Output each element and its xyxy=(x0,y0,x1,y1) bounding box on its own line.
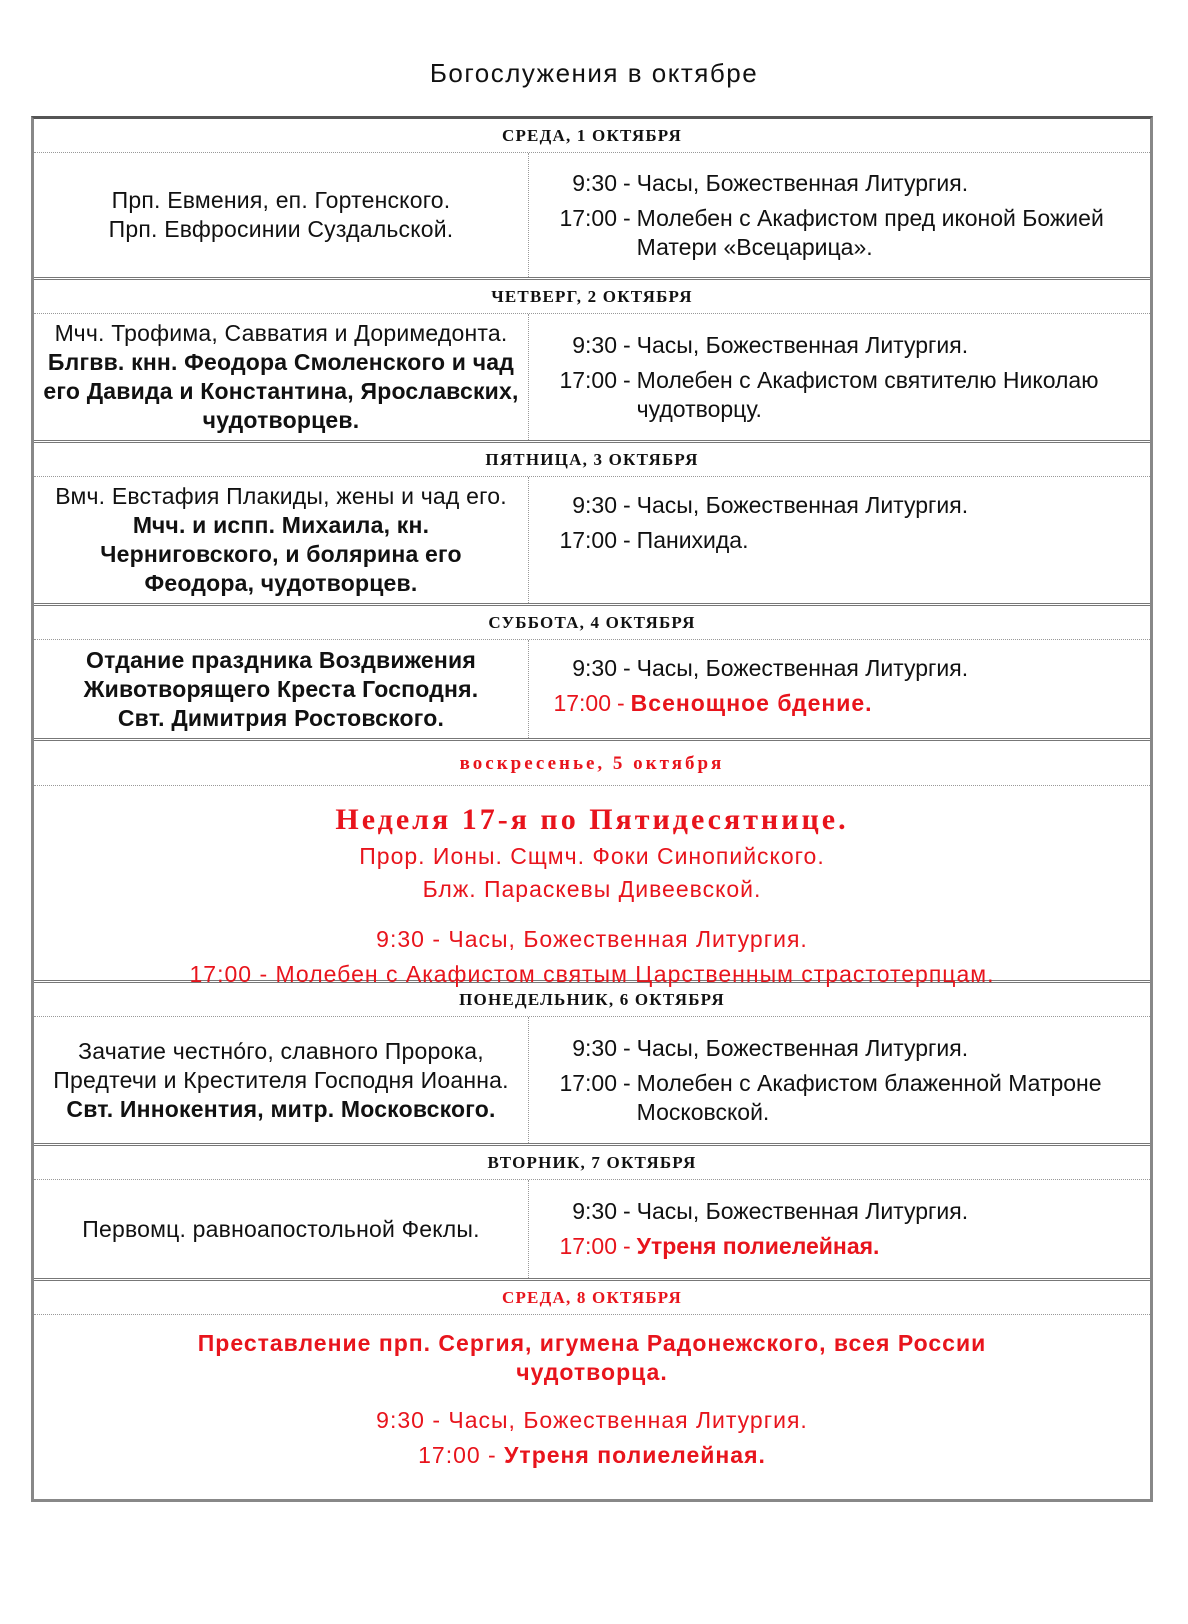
day-block xyxy=(34,280,1150,443)
service-time: 9:30 xyxy=(376,926,425,952)
saint-line: Блж. Параскевы Дивеевской. xyxy=(422,876,762,902)
day-header: СУББОТА, 4 ОКТЯБРЯ xyxy=(34,606,1150,640)
service-time: 9:30 xyxy=(572,492,617,518)
service-item: 17:00 - Молебен с Акафистом святителю Николаю чудотворцу. xyxy=(529,366,1150,424)
service-item: 9:30 - Часы, Божественная Литургия. xyxy=(529,1197,1150,1226)
services-cell xyxy=(529,1017,1150,1143)
feast-title: Неделя 17-я по Пятидесятнице. xyxy=(335,803,849,836)
service-text: Молебен с Акафистом пред иконой Божией Матери «Всецарица». xyxy=(636,204,1104,260)
service-time: 17:00 xyxy=(553,690,611,716)
service-text: Часы, Божественная Литургия. xyxy=(636,1198,969,1224)
service-item: 17:00 - Всенощное бдение. xyxy=(529,689,1150,718)
day-header: ЧЕТВЕРГ, 2 ОКТЯБРЯ xyxy=(34,280,1150,314)
service-time: 17:00 xyxy=(418,1442,481,1468)
service-item: 9:30 - Часы, Божественная Литургия. xyxy=(529,169,1150,198)
service-time: 9:30 xyxy=(572,331,617,358)
service-item: 9:30 - Часы, Божественная Литургия. xyxy=(529,331,1150,360)
service-text: Часы, Божественная Литургия. xyxy=(636,1034,969,1061)
services-cell xyxy=(529,1180,1150,1278)
service-text: Утреня полиелейная. xyxy=(636,1233,880,1259)
day-block-feast xyxy=(34,741,1150,987)
day-block xyxy=(34,983,1150,1146)
service-time: 9:30 xyxy=(572,1034,617,1061)
service-time: 17:00 xyxy=(559,527,617,553)
service-item: 9:30 - Часы, Божественная Литургия. xyxy=(376,1407,808,1433)
service-item: 9:30 - Часы, Божественная Литургия. xyxy=(529,654,1150,683)
service-item: 9:30 - Часы, Божественная Литургия. xyxy=(529,491,1150,520)
saint-line: Прп. Евфросинии Суздальской. xyxy=(108,216,454,242)
service-item: 17:00 - Молебен с Акафистом святым Царственным страстотерпцам. xyxy=(189,961,995,987)
saints-cell xyxy=(34,1180,529,1278)
day-header: СРЕДА, 1 ОКТЯБРЯ xyxy=(34,119,1150,153)
service-time: 17:00 xyxy=(189,961,253,987)
day-block xyxy=(34,119,1150,280)
saint-line-bold: Блгвв. кнн. Феодора Смоленского и чад его Давида и Константина, Ярославских, чудотворцев. xyxy=(43,349,519,433)
service-item: 17:00 - Утреня полиелейная. xyxy=(529,1232,1150,1261)
day-header: ПОНЕДЕЛЬНИК, 6 ОКТЯБРЯ xyxy=(34,983,1150,1017)
services-cell xyxy=(529,640,1150,738)
service-text: Часы, Божественная Литургия. xyxy=(448,926,808,952)
day-header: СРЕДА, 8 ОКТЯБРЯ xyxy=(34,1281,1150,1315)
day-block-feast xyxy=(34,1281,1150,1499)
saints-cell xyxy=(34,314,529,440)
service-text: Панихида. xyxy=(636,527,749,553)
page-title: Богослужения в октябре xyxy=(429,58,759,88)
service-text: Молебен с Акафистом святым Царственным страстотерпцам. xyxy=(275,961,995,987)
saint-line-bold: Свт. Иннокентия, митр. Московского. xyxy=(66,1095,496,1122)
service-item: 17:00 - Молебен с Акафистом блаженной Матроне Московской. xyxy=(529,1069,1150,1127)
services-cell xyxy=(529,153,1150,277)
saint-line-bold: Мчч. и испп. Михаила, кн. Черниговского, и болярина его Феодора, чудотворцев. xyxy=(100,512,462,596)
services-cell xyxy=(529,477,1150,603)
service-item: 17:00 - Молебен с Акафистом пред иконой Божией Матери «Всецарица». xyxy=(529,204,1150,262)
service-text: Молебен с Акафистом блаженной Матроне Московской. xyxy=(636,1069,1102,1125)
service-text: Часы, Божественная Литургия. xyxy=(636,492,969,518)
feast-cell xyxy=(34,1315,1150,1499)
service-time: 17:00 xyxy=(559,204,617,231)
service-time: 17:00 xyxy=(559,366,617,393)
service-text: Часы, Божественная Литургия. xyxy=(636,169,969,196)
saint-line: Мчч. Трофима, Савватия и Доримедонта. xyxy=(54,320,508,346)
day-block xyxy=(34,443,1150,606)
saint-line: Прор. Ионы. Сщмч. Фоки Синопийского. xyxy=(359,843,825,869)
saints-cell xyxy=(34,477,529,603)
service-item: 9:30 - Часы, Божественная Литургия. xyxy=(529,1034,1150,1063)
saint-line: Зачатие честно́го, славного Пророка, Предтечи и Крестителя Господня Иоанна. xyxy=(53,1037,509,1093)
service-time: 9:30 xyxy=(572,655,617,681)
service-time: 9:30 xyxy=(572,1198,617,1224)
saint-line: Прп. Евмения, еп. Гортенского. xyxy=(111,187,451,213)
saints-cell xyxy=(34,640,529,738)
service-time: 9:30 xyxy=(376,1407,425,1433)
service-time: 17:00 xyxy=(559,1233,617,1259)
service-item: 17:00 - Утреня полиелейная. xyxy=(418,1442,766,1468)
service-time: 17:00 xyxy=(559,1069,617,1096)
service-text: Часы, Божественная Литургия. xyxy=(636,655,969,681)
service-text: Часы, Божественная Литургия. xyxy=(636,331,969,358)
service-item: 17:00 - Панихида. xyxy=(529,526,1150,555)
saint-line-bold: Отдание праздника Воздвижения Животворящего Креста Господня. Свт. Димитрия Ростовского. xyxy=(83,646,479,731)
day-header: ВТОРНИК, 7 ОКТЯБРЯ xyxy=(34,1146,1150,1180)
day-header: воскресенье, 5 октября xyxy=(34,741,1150,786)
saint-line: Вмч. Евстафия Плакиды, жены и чад его. xyxy=(55,483,507,509)
feast-title: Преставление прп. Сергия, игумена Радонежского, всея России чудотворца. xyxy=(197,1330,987,1385)
schedule-table xyxy=(31,116,1153,1502)
day-block xyxy=(34,606,1150,741)
service-text: Молебен с Акафистом святителю Николаю чудотворцу. xyxy=(636,366,1099,422)
service-item: 9:30 - Часы, Божественная Литургия. xyxy=(376,926,808,952)
day-header: ПЯТНИЦА, 3 ОКТЯБРЯ xyxy=(34,443,1150,477)
service-text: Часы, Божественная Литургия. xyxy=(448,1407,808,1433)
service-text: Всенощное бдение. xyxy=(630,690,873,716)
services-cell xyxy=(529,314,1150,440)
day-block xyxy=(34,1146,1150,1281)
saint-line: Первомц. равноапостольной Феклы. xyxy=(82,1215,480,1242)
service-time: 9:30 xyxy=(572,169,617,196)
saints-cell xyxy=(34,1017,529,1143)
saints-cell xyxy=(34,153,529,277)
feast-cell xyxy=(34,786,1150,987)
service-text: Утреня полиелейная. xyxy=(504,1442,766,1468)
